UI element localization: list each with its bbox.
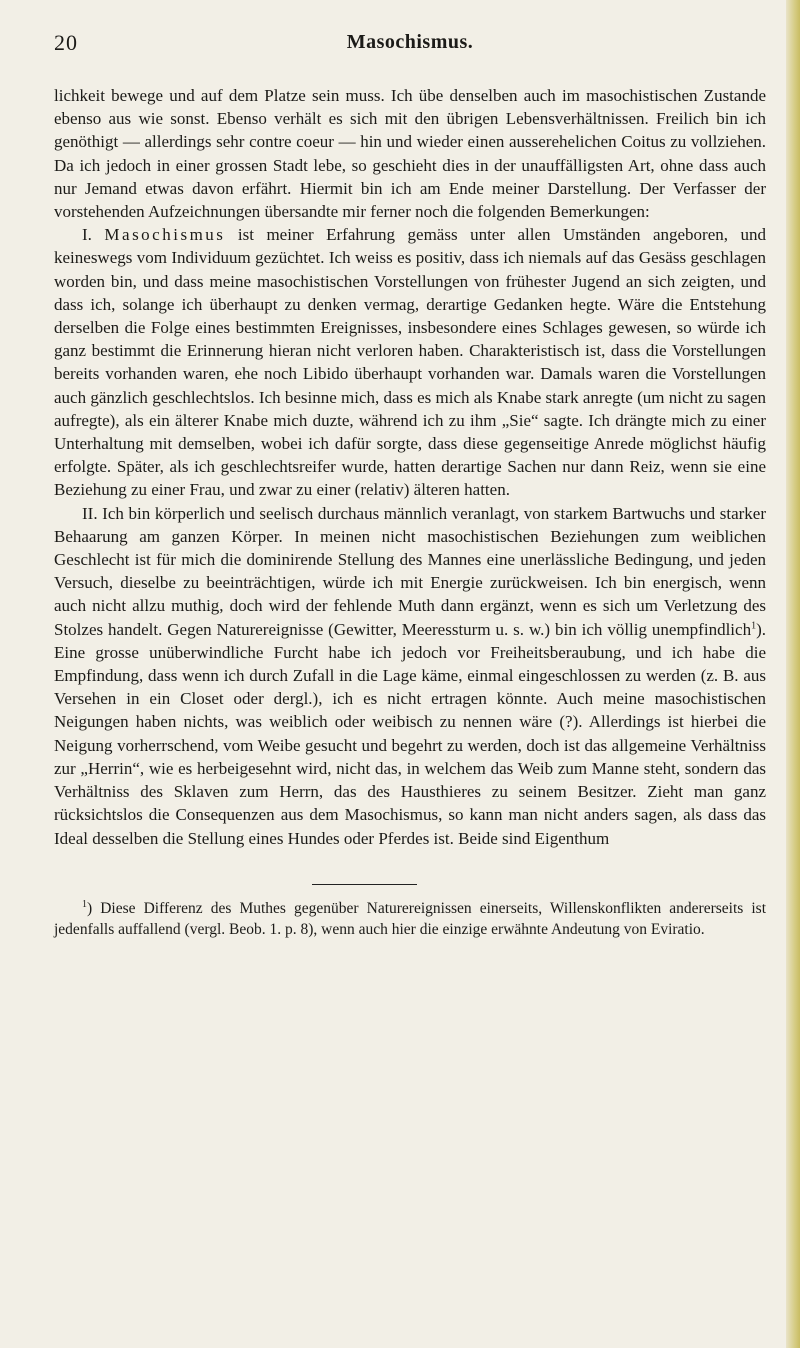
page-edge (786, 0, 800, 1348)
paragraph-ii (54, 502, 766, 850)
footnote-divider (312, 884, 417, 885)
page-number: 20 (54, 30, 78, 55)
body-text (54, 84, 766, 850)
footnote (54, 898, 766, 941)
footnote-marker: 1 (82, 898, 87, 910)
paragraph-ii-text-before: II. Ich bin körperlich und seelisch durchaus männlich veranlagt, von starkem Bartwuchs und starker Behaarung am ganzen Körper. In meinen nicht masochistischen Beziehungen zum weiblichen Geschlecht ist für mich die dominirende Stellung des Mannes eine unerlässliche Bedingung, und jeden Versuch, dieselbe zu beeinträchtigen, würde ich mit Energie zurückweisen. Ich bin energisch, wenn auch nicht allzu muthig, doch wird der fehlende Muth dann ergänzt, wenn es sich um Verletzung des Stolzes handelt. Gegen Naturereignisse (Gewitter, Meeressturm u. s. w.) bin ich völlig unempfindlich (54, 503, 766, 639)
paragraph-i-text: ist meiner Erfahrung gemäss unter allen Umständen angeboren, und keineswegs vom Individuum gezüchtet. Ich weiss es positiv, dass ich niemals auf das Gesäss geschlagen worden bin, und dass meine masochistischen Vorstellungen von frühester Jugend an sich zeigten, und dass ich, solange ich überhaupt zu denken vermag, derartige Gedanken hegte. Wäre die Entstehung derselben die Folge eines bestimmten Ereignisses, insbesondere eines Schlages gewesen, so würde ich ganz bestimmt die Erinnerung hieran nicht verloren haben. Charakteristisch ist, dass die Vorstellungen bereits vorhanden waren, ehe noch Libido überhaupt vorhanden war. Damals waren die Vorstellungen auch gänzlich geschlechtslos. Ich besinne mich, dass es mich als Knabe stark anregte (um nicht zu sagen aufregte), als ein älterer Knabe mich duzte, während ich zu ihm „Sie“ sagte. Ich drängte mich zu einer Unterhaltung mit demselben, wobei ich dafür sorgte, dass diese gegenseitige Anrede möglichst häufig erfolgte. Später, als ich geschlechtsreifer wurde, hatten derartige Sachen nur dann Reiz, wenn sie eine Beziehung zu einer Frau, und zwar zu einer (relativ) älteren hatten. (54, 225, 766, 500)
paragraph-ii-text-after: ). Eine grosse unüberwindliche Furcht habe ich jedoch vor Freiheitsberaubung, und ich habe die Empfindung, dass wenn ich durch Zufall in die Lage käme, einmal eingeschlossen zu werden (z. B. aus Versehen in ein Closet oder dergl.), ich es nicht ertragen könnte. Auch meine masochistischen Neigungen haben nichts, was weiblich oder weibisch zu nennen wäre (?). Allerdings ist hierbei die Neigung vorherrschend, vom Weibe gesucht und begehrt zu werden, doch ist das allgemeine Verhältniss zur „Herrin“, wie es herbeigesehnt wird, nicht das, in welchem das Weib zum Manne steht, sondern das Verhältniss des Sklaven zum Herrn, das des Hausthieres zu seinem Besitzer. Zieht man ganz rücksichtslos die Consequenzen aus dem Masochismus, so kann man nicht anders sagen, als dass das Ideal desselben die Stellung eines Hundes oder Pferdes ist. Beide sind Eigenthum (54, 619, 766, 848)
book-page (54, 0, 766, 941)
paragraph-i (54, 223, 766, 501)
running-title: Masochismus. (346, 31, 474, 53)
page-header (54, 0, 766, 64)
spaced-term: Masochismus (104, 225, 226, 245)
footnote-text: ) Diese Differenz des Muthes gegenüber Naturereignissen einerseits, Willenskonflikten andererseits ist jedenfalls auffallend (vergl. Beob. 1. p. 8), wenn auch hier die einzige erwähnte Andeutung von Eviratio. (54, 899, 766, 939)
footnote-reference[interactable]: 1 (751, 620, 757, 632)
section-label: I. (82, 225, 105, 245)
paragraph: lichkeit bewege und auf dem Platze sein muss. Ich übe denselben auch im masochistischen Zustande ebenso aus wie sonst. Ebenso verhält es sich mit den übrigen Lebensverhältnissen. Freilich bin ich genöthigt — allerdings sehr contre coeur — hin und wieder einen ausserehelichen Coitus zu vollziehen. Da ich jedoch in einer grossen Stadt lebe, so geschieht dies in der unauffälligsten Art, ohne dass auch nur Jemand etwas davon erfährt. Hiermit bin ich am Ende meiner Darstellung. Der Verfasser der vorstehenden Aufzeichnungen übersandte mir ferner noch die folgenden Bemerkungen: (54, 86, 766, 222)
